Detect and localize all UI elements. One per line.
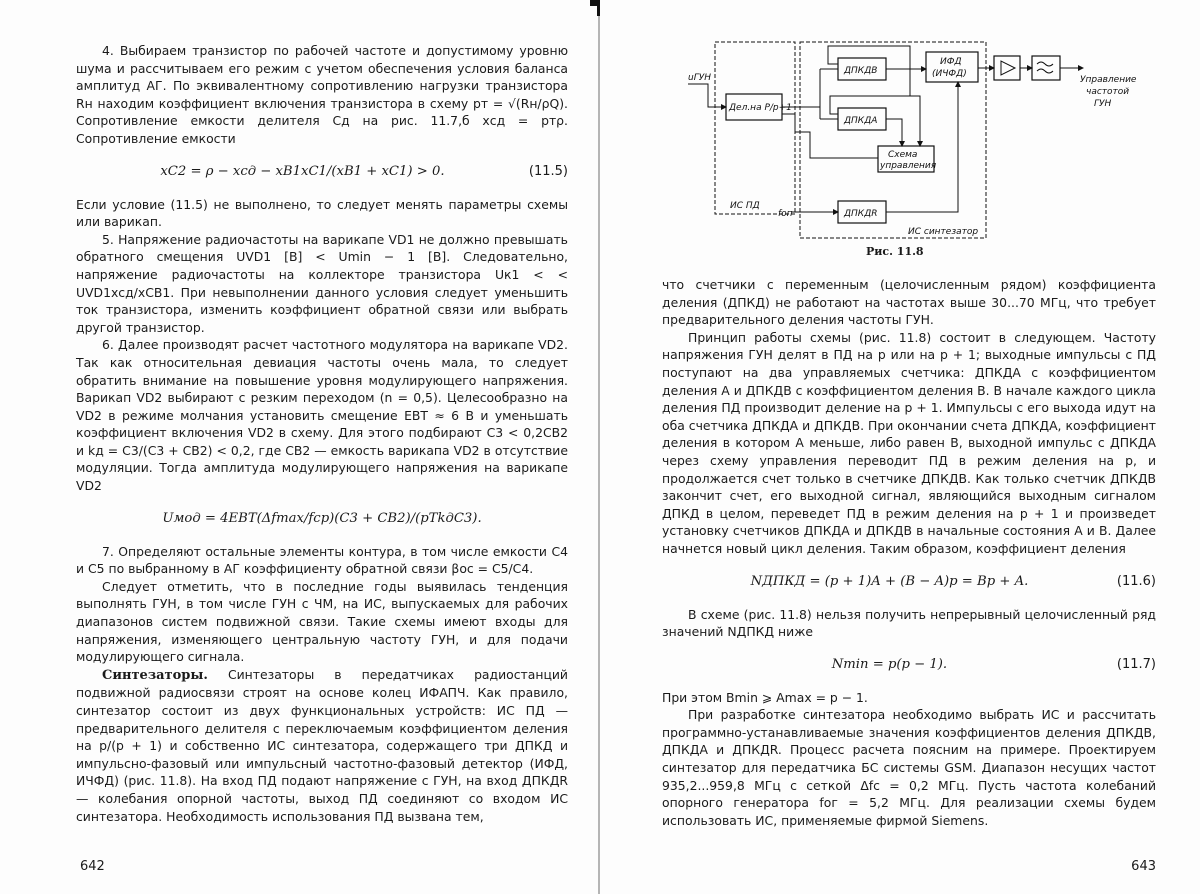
paragraph xyxy=(76,666,568,825)
paragraph-text: 5. Напряжение радиочастоты на варикапе VD1 не должно превышать обратного смещения UVD1 [B] < Umin − 1 [B]. Следовательно, напряжение радиочастоты на коллекторе транзистора Uк1 < < UVD1xсд/xCB1. При невыполнении данного условия следует уменьшить ток транзистора, изменить коэффициент обратной связи или выбрать другой транзистор. xyxy=(76,231,568,335)
paragraph-text: Следует отметить, что в последние годы выявилась тенденция выполнять ГУН, в том числе ГУН с ЧМ, на ИС, выпускаемых для рабочих диапазонов систем подвижной связи. Такие схемы имеют входы для напряжения, изменяющего центральную частоту ГУН, и для подачи модулирующего сигнала. xyxy=(76,578,568,665)
paragraph xyxy=(76,196,568,231)
figure-11-8 xyxy=(688,36,1168,266)
equation-formula: NДПКД = (p + 1)A + (B − A)p = Bp + A. xyxy=(750,573,1029,589)
paragraph xyxy=(76,42,568,148)
equation-number: (11.5) xyxy=(528,163,568,179)
filter-block xyxy=(1032,56,1060,80)
paragraph xyxy=(76,231,568,337)
dpkd-a-label: ДПКДA xyxy=(844,116,878,126)
paragraph xyxy=(662,689,1156,707)
paragraph-text: В схеме (рис. 11.8) нельзя получить непрерывный целочисленный ряд значений NДПКД ниже xyxy=(662,606,1156,640)
section-rubric: Синтезаторы. xyxy=(102,667,208,683)
f-op-label: fоп xyxy=(778,209,793,219)
output-label-2: частотой xyxy=(1086,87,1130,97)
paragraph-text: Если условие (11.5) не выполнено, то следует менять параметры схемы или варикап. xyxy=(76,196,568,230)
synthesizer-block-diagram xyxy=(688,36,1168,266)
filter-icon xyxy=(1037,62,1053,73)
is-synth-label: ИС синтезатор xyxy=(908,227,979,237)
equation-formula: Nmin = p(p − 1). xyxy=(831,656,948,672)
equation xyxy=(662,647,1156,683)
output-label-1: Управление xyxy=(1080,75,1137,85)
left-page-number: 642 xyxy=(80,859,105,874)
output-label-3: ГУН xyxy=(1094,99,1112,109)
is-pd-boundary xyxy=(715,42,795,214)
paragraph-text: 4. Выбираем транзистор по рабочей частоте и допустимому уровню шума и рассчитываем его режим с учетом обеспечения условия баланса амплитуд АГ. По эквивалентному сопротивлению нагрузки транзистора Rн находим коэффициент включения транзистора в схему pт = √(Rн/ρQ). Сопротивление емкости делителя Cд на рис. 11.7,б xсд = pтρ. Сопротивление емкости xyxy=(76,43,568,146)
figure-caption: Рис. 11.8 xyxy=(866,245,924,258)
paragraph-text: Синтезаторы в передатчиках радиостанций подвижной радиосвязи строят на основе колец ИФАПЧ. Как правило, синтезатор состоит из двух функциональных устройств: ИС ПД — предварительного делителя с переключаемым коэффициентом деления на p/(p + 1) и собственно ИС синтезатора, содержащего три ДПКД и импульсно-фазовый или импульсный частотно-фазовый детектор (ИФД, ИЧФД) (рис. 11.8). На вход ПД подают напряжение с ГУН, на вход ДПКДR — колебания опорной частоты, выход ПД соединяют со входом ИС синтезатора. Необходимость использования ПД вызвана тем, xyxy=(76,666,568,824)
paragraph-text: При этом Bmin ⩾ Amax = p − 1. xyxy=(662,689,868,705)
right-text-column xyxy=(662,276,1156,829)
paragraph xyxy=(76,543,568,578)
paragraph xyxy=(76,336,568,494)
paragraph xyxy=(662,276,1156,329)
equation-number: (11.7) xyxy=(1116,656,1156,672)
paragraph-text: что счетчики с переменным (целочисленным рядом) коэффициента деления (ДПКД) не работают на частотах выше 30...70 МГц, что требует предварительного деления частоты ГУН. xyxy=(662,277,1156,328)
equation-number: (11.6) xyxy=(1116,573,1156,589)
equation-formula: xC2 = ρ − xсд − xB1xC1/(xB1 + xC1) > 0. xyxy=(160,163,445,179)
equation-formula: Uмод = 4EВТ(Δfmax/fср)(C3 + CB2)/(pТkдC3). xyxy=(162,510,482,526)
paragraph xyxy=(662,706,1156,829)
dpkd-r-label: ДПКДR xyxy=(844,209,878,219)
dpkd-b-label: ДПКДB xyxy=(844,66,878,76)
paragraph-text: 7. Определяют остальные элементы контура, в том числе емкости C4 и C5 по выбранному в АГ коэффициенту обратной связи βос = C5/C4. xyxy=(76,543,568,577)
is-pd-label: ИС ПД xyxy=(730,201,760,211)
paragraph-text: Принцип работы схемы (рис. 11.8) состоит в следующем. Частоту напряжения ГУН делят в ПД на p или на p + 1; выходные импульсы с ПД поступают на два управляемых счетчика: ДПКДA с коэффициентом деления A и ДПКДB с коэффициентом деления B. В начале каждого цикла деления ПД производит деление на p + 1. Импульсы с его выхода идут на оба счетчика ДПКДA и ДПКДB. При окончании счета ДПКДA, коэффициент деления в котором A меньше, либо равен B, выходной импульс с ДПКДA через схему управления переводит ПД в режим деления на p, и продолжается счет только в счетчике ДПКДB. Как только счетчик ДПКДB закончит счет, его выходной сигнал, являющийся выходным сигналом ДПКД в целом, переведет ПД в режим деления на p + 1 и произведет установку счетчиков ДПКДA и ДПКДB в начальные состояния A и B. Далее начнется новый цикл деления. Таким образом, коэффициент деления xyxy=(662,329,1156,556)
equation xyxy=(76,154,568,190)
right-page xyxy=(600,0,1200,894)
paragraph xyxy=(662,329,1156,558)
paragraph xyxy=(662,606,1156,641)
equation xyxy=(76,501,568,537)
control-label-1: Схема xyxy=(888,150,918,160)
paragraph-text: 6. Далее производят расчет частотного модулятора на варикапе VD2. Так как относительная девиация частоты очень мала, то следует обратить внимание на повышение уровня модулирующего напряжения. Варикап VD2 выбирают с резким переходом (n = 0,5). Целесообразно на VD2 в режиме молчания установить смещение EВТ ≈ 6 В и уменьшать коэффициент включения VD2 в схему. Для этого подбирают C3 < 0,2CB2 и kд = C3/(C3 + CB2) < 0,2, где CB2 — емкость варикапа VD2 в отсутствие модуляции. Тогда амплитуда модулирующего напряжения на варикапе VD2 xyxy=(76,337,568,494)
ichfd-label: (ИЧФД) xyxy=(932,69,967,79)
divider-label: Дел.на P/p+1 xyxy=(729,103,792,113)
paragraph xyxy=(76,578,568,666)
amplifier-icon xyxy=(1001,61,1015,75)
u-gun-label: uГУН xyxy=(688,73,711,83)
ifd-label: ИФД xyxy=(940,57,962,67)
control-label-2: управления xyxy=(880,161,937,171)
left-text-column xyxy=(76,42,568,825)
right-page-number: 643 xyxy=(1131,859,1156,874)
paragraph-text: При разработке синтезатора необходимо выбрать ИС и рассчитать программно-устанавливаемые значения коэффициентов деления ДПКДB, ДПКДA и ДПКДR. Процесс расчета поясним на примере. Проектируем синтезатор для передатчика БС системы GSM. Диапазон несущих частот 935,2...959,8 МГц с сеткой Δfc = 0,2 МГц. Пусть частота колебаний опорного генератора fог = 5,2 МГц. Для реализации схемы будем использовать ИС, применяемые фирмой Siemens. xyxy=(662,707,1156,828)
equation xyxy=(662,564,1156,600)
